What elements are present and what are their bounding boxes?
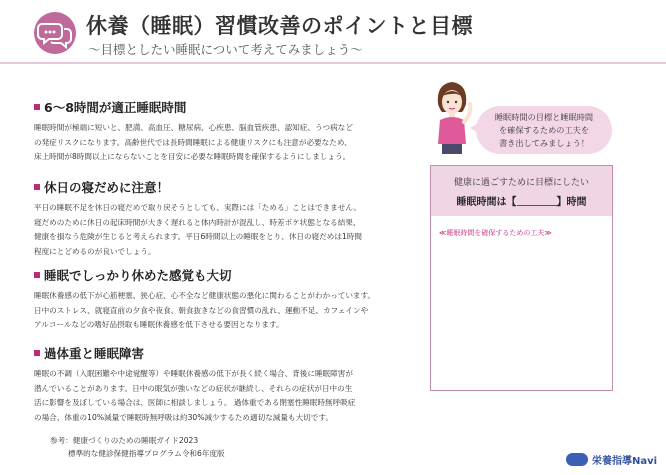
chat-bubbles-icon [34, 12, 76, 54]
goal-header [431, 166, 612, 216]
section-body [34, 289, 426, 333]
body-line: 睡眠休養感の低下が心筋梗塞、狭心症、心不全など健康状態の悪化に関わることがわかっています。 [34, 291, 376, 300]
references [50, 434, 225, 460]
body-line: 健康を損なう危険が生じると考えられます。平日6時間以上の睡眠をとり、休日の寝だめは1時間 [34, 232, 362, 241]
body-line: アルコールなどの嗜好品摂取も睡眠休養感を低下させる要因となります。 [34, 320, 284, 329]
body-line: 程度にとどめるのが良いでしょう。 [34, 246, 156, 256]
section-body [34, 201, 426, 259]
section-body [34, 121, 426, 165]
bubble-line: を確保するための工夫を [498, 125, 590, 135]
body-line: 寝だめのために休日の起床時間が大きく遅れると体内時計が混乱し、時差ボケ状態となる結果、 [34, 217, 361, 227]
section-heading: 休日の寝だめに注意！ [44, 180, 170, 195]
sleep-hours-prefix: 睡眠時間は【 [456, 197, 517, 208]
section-body [34, 367, 426, 425]
bullet-icon [34, 184, 40, 190]
logo-badge-icon [566, 453, 588, 466]
bullet-icon [34, 104, 40, 110]
section-overweight-sleep-disorder [34, 344, 426, 425]
body-line: の発症リスクになります。高齢世代では長時間睡眠による健康リスクにも注意が必要なため、 [34, 137, 352, 147]
body-line: 平日の睡眠不足を休日の寝だめで取り戻そうとしても、実際には「ためる」ことはできません。 [34, 203, 361, 212]
goal-writing-box[interactable] [430, 165, 613, 391]
body-line: 活に影響を及ぼしている場合は、医師に相談しましょう。 過体重である閉塞性睡眠時無呼吸症 [34, 398, 356, 407]
bubble-line: 睡眠時間の目標と睡眠時間 [494, 112, 594, 122]
section-heading: 過体重と睡眠障害 [44, 346, 145, 361]
bullet-icon [34, 272, 40, 278]
header [0, 0, 666, 62]
body-line: 睡眠の不調（入眠困難や中途覚醒等）や睡眠休養感の低下が長く続く場合、背後に睡眠障害が [34, 369, 353, 378]
body-line: 床上時間が8時間以上にならないことを目安に必要な睡眠時間を確保するようにしましょう。 [34, 152, 351, 161]
page-title: 休養（睡眠）習慣改善のポイントと目標 [86, 14, 473, 38]
section-heading: 6〜8時間が適正睡眠時間 [44, 100, 187, 115]
section-weekend-catchup [34, 178, 426, 259]
sleep-hours-blank[interactable] [517, 196, 557, 206]
body-line: 日中のストレス、就寝直前の夕食や夜食、朝食抜きなどの食習慣の乱れ、運動不足、カフェインや [34, 305, 369, 315]
body-line: の場合、体重の10%減量で睡眠時無呼吸は約30%減少するため適切な減量も大切です。 [34, 412, 333, 422]
woman-illustration [430, 78, 474, 158]
body-line: 睡眠時間が極端に短いと、肥満、高血圧、糖尿病、心疾患、脳血管疾患、認知症、うつ病など [34, 123, 353, 132]
reference-line: 参考：健康づくりのための睡眠ガイド2023 [50, 436, 199, 445]
section-rest-feeling [34, 266, 426, 333]
sleep-hours-line [431, 193, 612, 208]
section-sleep-duration [34, 98, 426, 165]
goal-prompt: 健康に過ごすために目標にしたい [453, 178, 589, 188]
bullet-icon [34, 350, 40, 356]
bubble-line: 書き出してみましょう！ [498, 138, 590, 148]
brand-logo [566, 451, 657, 467]
sleep-tips-label: ≪睡眠時間を確保するための工夫≫ [439, 229, 552, 237]
sleep-hours-suffix: 】時間 [556, 197, 587, 208]
section-heading: 睡眠でしっかり休めた感覚も大切 [44, 268, 232, 283]
logo-text: 栄養指導Navi [592, 455, 658, 467]
header-divider [0, 62, 666, 64]
speech-bubble [476, 106, 612, 154]
page-subtitle: 〜目標としたい睡眠について考えてみましょう〜 [88, 42, 363, 57]
reference-line: 標準的な健診保健指導プログラム令和6年度版 [68, 449, 225, 458]
body-line: 潜んでいることがあります。日中の眠気が強いなどの症状が継続し、それらの症状が日中の生 [34, 383, 353, 393]
